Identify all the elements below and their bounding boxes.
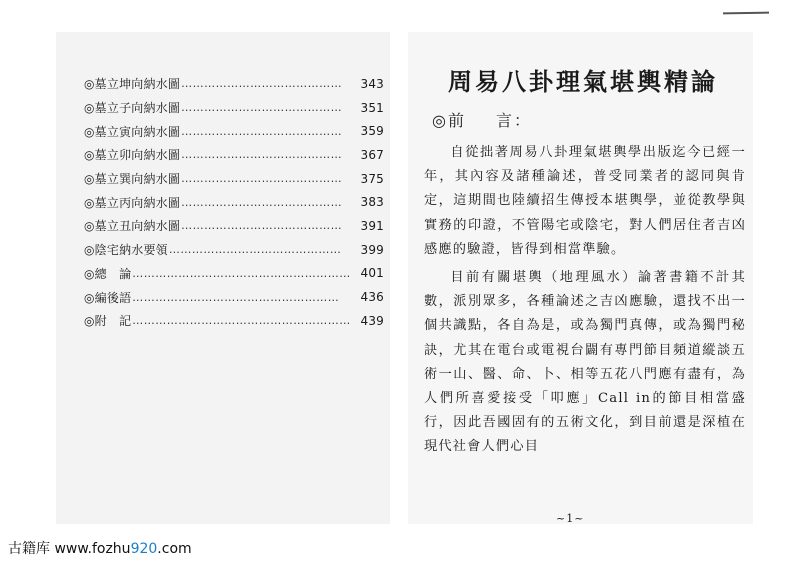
toc-entry-page: 351 [360,100,384,115]
toc-entry-page: 359 [360,124,384,139]
book-title: 周易八卦理氣堪輿精論 [448,67,718,96]
toc-entry-page: 439 [360,313,384,328]
toc-entry-page: 391 [360,218,384,233]
toc-entry-title: ◎墓立坤向納水圖 [84,77,181,92]
section-heading [432,108,532,131]
preface-text [424,141,746,464]
toc-entry [84,72,384,96]
toc-entry-title: ◎附 記 [84,314,132,329]
toc-entry-title: ◎編後語 [84,290,132,305]
section-marker: ◎前 [432,111,466,130]
paragraph: 自從拙著周易八卦理氣堪輿學出版迄今已經一年，其內容及諸種論述，普受同業者的認同與肯定，這期間也陸續招生傳授本堪輿學，並從教學與實務的印證，不管陽宅或陰宅，對人們居住者吉凶感應的驗證，皆得到相當準驗。 [424,145,746,257]
toc-entry [84,285,384,309]
scan-mark [723,12,769,15]
watermark-site-name: 古籍库 [8,541,50,557]
toc-entry-title: ◎墓立丑向納水圖 [84,219,181,234]
toc-entry-title: ◎墓立寅向納水圖 [84,124,181,139]
toc-entry-title: ◎墓立巽向納水圖 [84,172,181,187]
watermark-url[interactable]: www.fozhu920.com [54,541,192,557]
toc-entry-page: 399 [360,242,384,257]
toc-entry-title: ◎墓立子向納水圖 [84,101,181,116]
toc-entry [84,190,384,214]
toc-leader-dots: …………………………………… [181,148,343,162]
toc-entry-title: ◎墓立丙向納水圖 [84,195,181,210]
toc-entry [84,143,384,167]
toc-leader-dots: ……………………………………………… [132,290,340,304]
toc-entry-page: 401 [360,266,384,281]
page-number: ~1~ [556,512,585,525]
toc-entry-page: 436 [360,290,384,305]
toc-leader-dots: ………………………………………………… [132,266,351,280]
toc-entry-title: ◎陰宅納水要領 [84,243,168,258]
toc-entry [84,238,384,262]
toc-entry [84,214,384,238]
toc-entry [84,119,384,143]
section-word: 言： [495,111,532,130]
toc-entry [84,96,384,120]
toc-entry-page: 375 [360,171,384,186]
toc-leader-dots: …………………………………… [181,195,343,209]
table-of-contents [84,72,384,333]
toc-leader-dots: …………………………………… [181,219,343,233]
toc-entry [84,262,384,286]
toc-entry [84,309,384,333]
toc-entry-page: 383 [360,195,384,210]
toc-leader-dots: ……………………………………… [168,243,342,257]
watermark[interactable] [8,538,192,558]
toc-entry-page: 343 [360,76,384,91]
toc-leader-dots: …………………………………… [181,172,343,186]
toc-leader-dots: ………………………………………………… [132,314,351,328]
toc-entry-title: ◎總 論 [84,266,132,281]
toc-leader-dots: …………………………………… [181,77,343,91]
toc-leader-dots: …………………………………… [181,124,343,138]
toc-entry-page: 367 [360,147,384,162]
paragraph: 目前有關堪輿（地理風水）論著書籍不計其數，派別眾多，各種論述之吉凶應驗，還找不出一個共識點，各自為是，或為獨門真傳，或為獨門秘訣，尤其在電台或電視台闢有專門節目頻道縱談五術一山、醫、命、卜、相等五花八門應有盡有，為人們所喜愛接受「叩應」Call in的節目相當盛行，因此吾國固有的五術文化，到目前還是深植在現代社會人們心目 [424,270,746,455]
toc-entry-title: ◎墓立卯向納水圖 [84,148,181,163]
toc-leader-dots: …………………………………… [181,101,343,115]
toc-entry [84,167,384,191]
